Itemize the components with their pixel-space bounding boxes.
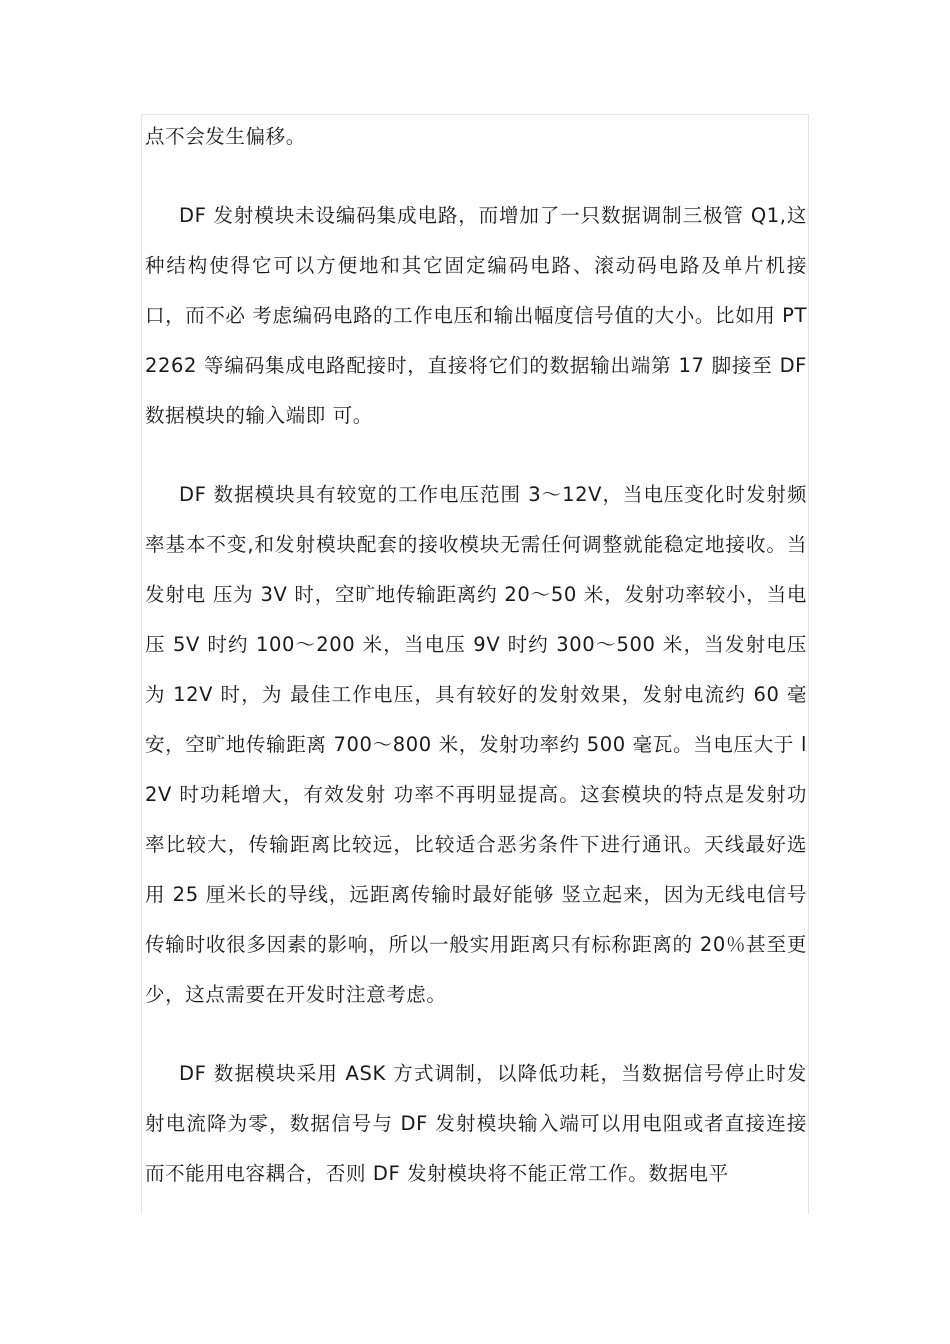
paragraph-gap <box>145 162 807 191</box>
paragraph-continuation: 点不会发生偏移。 <box>145 125 306 148</box>
document-body <box>145 112 807 1199</box>
paragraph-ask-modulation: DF 数据模块采用 ASK 方式调制，以降低功耗，当数据信号停止时发射电流降为零，数据信号与 DF 发射模块输入端可以用电阻或者直接连接而不能用电容耦合，否则 DF 发射模块将不能正常工作。数据电平 <box>145 1062 807 1185</box>
paragraph-gap <box>145 1020 807 1049</box>
paragraph-gap <box>145 441 807 470</box>
paragraph-encoding: DF 发射模块未设编码集成电路，而增加了一只数据调制三极管 Q1,这种结构使得它可以方便地和其它固定编码电路、滚动码电路及单片机接口，而不必 考虑编码电路的工作电压和输出幅度信号值的大小。比如用 PT2262 等编码集成电路配接时，直接将它们的数据输出端第 17 脚接至 DF 数据模块的输入端即 可。 <box>145 204 807 427</box>
paragraph-voltage-range: DF 数据模块具有较宽的工作电压范围 3～12V，当电压变化时发射频率基本不变,和发射模块配套的接收模块无需任何调整就能稳定地接收。当发射电 压为 3V 时，空旷地传输距离约 20～50 米，发射功率较小，当电压 5V 时约 100～200 米，当电压 9V 时约 300～500 米，当发射电压为 12V 时，为 最佳工作电压，具有较好的发射效果，发射电流约 60 毫安，空旷地传输距离 700～800 米，发射功率约 500 毫瓦。当电压大于 l2V 时功耗增大，有效发射 功率不再明显提高。这套模块的特点是发射功率比较大，传输距离比较远，比较适合恶劣条件下进行通讯。天线最好选用 25 厘米长的导线，远距离传输时最好能够 竖立起来，因为无线电信号传输时收很多因素的影响，所以一般实用距离只有标称距离的 20％甚至更少，这点需要在开发时注意考虑。 <box>145 483 807 1006</box>
